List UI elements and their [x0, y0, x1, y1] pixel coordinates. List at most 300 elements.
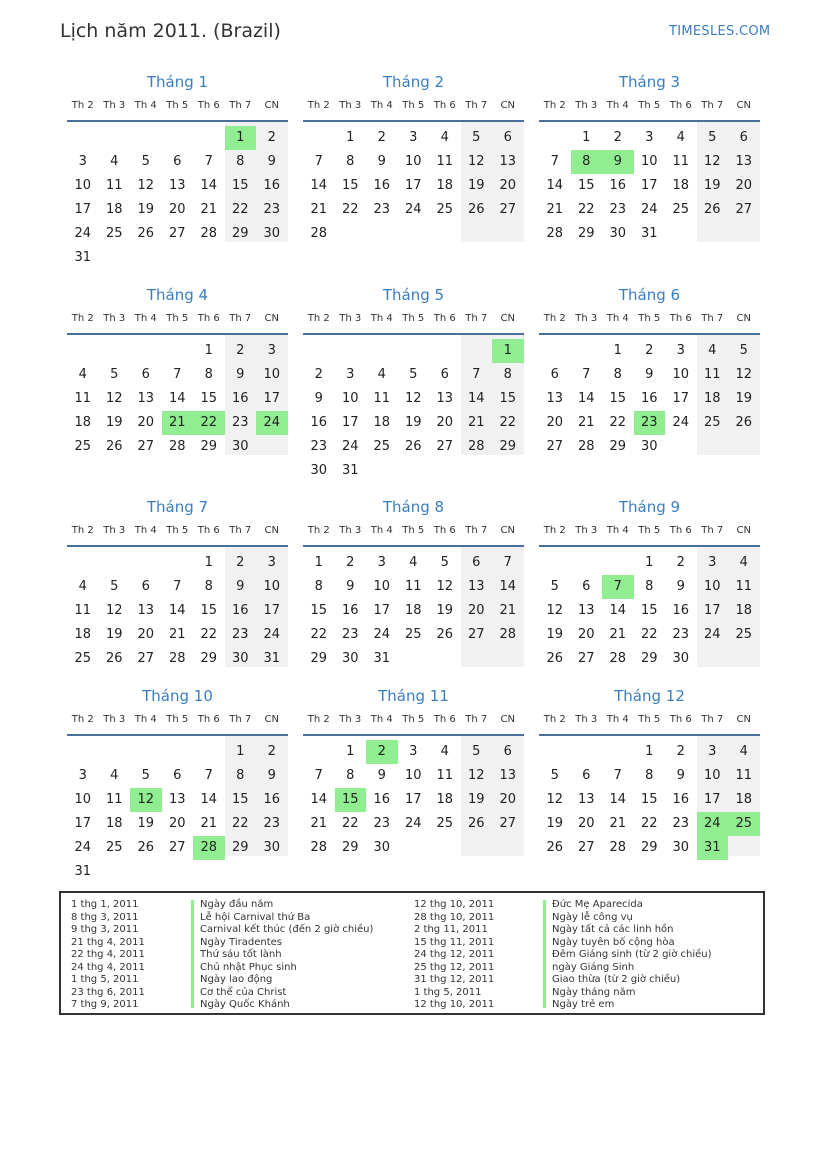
weekday-label: Th 3 [339, 100, 362, 111]
day-cell: 29 [640, 840, 658, 855]
site-brand-link[interactable]: TIMESLES.COM [669, 24, 771, 39]
day-cell: 2 [314, 367, 323, 382]
day-cell: 20 [735, 178, 753, 193]
day-cell: 10 [74, 792, 92, 807]
weekday-label: Th 5 [166, 714, 189, 725]
day-cell: 30 [609, 226, 627, 241]
day-cell: 26 [137, 840, 155, 855]
day-cell: 20 [577, 627, 595, 642]
weekday-label: Th 6 [197, 100, 220, 111]
day-cell: 22 [341, 816, 359, 831]
day-cell: 31 [74, 250, 92, 265]
day-cell: 2 [236, 343, 245, 358]
day-cell: 12 [467, 768, 485, 783]
weekday-label: CN [264, 313, 279, 324]
day-cell: 27 [577, 651, 595, 666]
day-cell: 17 [703, 792, 721, 807]
holiday-day-cell: 24 [697, 812, 729, 836]
day-cell: 2 [267, 744, 276, 759]
day-cell: 19 [546, 816, 564, 831]
day-cell: 18 [74, 415, 92, 430]
day-cell: 24 [672, 415, 690, 430]
weekday-label: Th 3 [575, 100, 598, 111]
day-cell: 1 [346, 744, 355, 759]
weekday-label: CN [736, 714, 751, 725]
day-cell: 6 [739, 130, 748, 145]
day-cell: 23 [341, 627, 359, 642]
day-cell: 5 [110, 367, 119, 382]
day-cell: 18 [436, 792, 454, 807]
legend-date: 1 thg 5, 2011 [414, 986, 482, 998]
day-cell: 11 [74, 391, 92, 406]
legend-date: 12 thg 10, 2011 [414, 899, 495, 910]
weekday-label: CN [500, 525, 515, 536]
day-cell: 25 [74, 651, 92, 666]
day-cell: 14 [200, 792, 218, 807]
day-cell: 17 [373, 603, 391, 618]
holiday-day-cell: 28 [193, 836, 225, 860]
legend-holiday-name: Ngày Tiradentes [200, 936, 282, 948]
day-cell: 25 [105, 840, 123, 855]
day-cell: 26 [546, 840, 564, 855]
day-cell: 29 [577, 226, 595, 241]
day-cell: 4 [739, 744, 748, 759]
day-cell: 4 [739, 555, 748, 570]
month-block [303, 686, 524, 880]
weekday-label: Th 7 [465, 100, 488, 111]
legend-date: 24 thg 4, 2011 [71, 961, 145, 973]
day-cell: 19 [137, 816, 155, 831]
month-block [539, 285, 760, 479]
day-cell: 13 [735, 154, 753, 169]
day-cell: 1 [613, 343, 622, 358]
day-cell: 22 [609, 415, 627, 430]
holiday-day-cell: 1 [492, 339, 524, 363]
weekday-label: CN [500, 714, 515, 725]
day-cell: 26 [137, 226, 155, 241]
day-cell: 10 [404, 154, 422, 169]
holiday-day-cell: 15 [335, 788, 367, 812]
day-cell: 3 [409, 744, 418, 759]
weekday-label: Th 5 [638, 313, 661, 324]
day-cell: 29 [609, 439, 627, 454]
legend-holiday-name: Ngày Quốc Khánh [200, 999, 290, 1010]
day-cell: 23 [263, 202, 281, 217]
day-cell: 30 [341, 651, 359, 666]
holiday-day-cell: 24 [256, 411, 288, 435]
day-cell: 21 [467, 415, 485, 430]
day-cell: 25 [74, 439, 92, 454]
day-cell: 10 [703, 768, 721, 783]
day-cell: 22 [310, 627, 328, 642]
day-cell: 5 [440, 555, 449, 570]
weekday-label: Th 5 [638, 714, 661, 725]
day-cell: 10 [263, 579, 281, 594]
day-cell: 6 [582, 579, 591, 594]
day-cell: 21 [310, 202, 328, 217]
day-cell: 21 [310, 816, 328, 831]
day-cell: 24 [341, 439, 359, 454]
day-cell: 7 [314, 154, 323, 169]
day-cell: 14 [577, 391, 595, 406]
holiday-day-cell: 22 [193, 411, 225, 435]
month-title: Tháng 2 [382, 73, 445, 91]
legend-holiday-name: Carnival kết thúc (đến 2 giờ chiều) [200, 924, 374, 935]
day-cell: 23 [310, 439, 328, 454]
weekday-label: Th 7 [701, 714, 724, 725]
weekday-label: Th 4 [134, 313, 157, 324]
day-cell: 30 [231, 439, 249, 454]
weekday-label: Th 7 [229, 714, 252, 725]
day-cell: 13 [546, 391, 564, 406]
weekday-label: Th 5 [402, 100, 425, 111]
day-cell: 3 [78, 768, 87, 783]
holiday-day-cell: 25 [728, 812, 760, 836]
day-cell: 17 [263, 603, 281, 618]
day-cell: 10 [341, 391, 359, 406]
weekday-label: Th 4 [606, 100, 629, 111]
day-cell: 17 [703, 603, 721, 618]
day-cell: 9 [676, 579, 685, 594]
day-grid [67, 736, 288, 880]
weekday-label: Th 2 [543, 714, 566, 725]
day-cell: 8 [346, 154, 355, 169]
day-cell: 1 [346, 130, 355, 145]
day-cell: 2 [676, 744, 685, 759]
weekday-label: CN [264, 100, 279, 111]
month-block [67, 497, 288, 691]
day-cell: 6 [173, 768, 182, 783]
legend-date: 2 thg 11, 2011 [414, 924, 488, 935]
day-cell: 4 [110, 768, 119, 783]
day-cell: 18 [373, 415, 391, 430]
day-cell: 20 [436, 415, 454, 430]
day-cell: 16 [373, 178, 391, 193]
legend-holiday-name: Ngày tháng năm [552, 986, 636, 998]
day-cell: 28 [200, 226, 218, 241]
day-cell: 10 [640, 154, 658, 169]
day-cell: 24 [703, 627, 721, 642]
day-cell: 27 [735, 202, 753, 217]
weekday-label: Th 4 [370, 525, 393, 536]
day-cell: 26 [436, 627, 454, 642]
day-cell: 13 [168, 792, 186, 807]
day-cell: 31 [74, 864, 92, 879]
day-cell: 3 [645, 130, 654, 145]
day-cell: 20 [168, 816, 186, 831]
day-cell: 4 [409, 555, 418, 570]
day-cell: 17 [640, 178, 658, 193]
month-block [303, 72, 524, 266]
holiday-day-cell: 2 [366, 740, 398, 764]
month-block [539, 72, 760, 266]
weekday-label: Th 2 [71, 313, 94, 324]
day-cell: 8 [236, 154, 245, 169]
day-cell: 13 [467, 579, 485, 594]
day-cell: 24 [74, 840, 92, 855]
day-cell: 21 [609, 816, 627, 831]
month-title: Tháng 9 [618, 498, 681, 516]
day-cell: 5 [708, 130, 717, 145]
day-cell: 15 [640, 603, 658, 618]
day-cell: 30 [672, 651, 690, 666]
weekday-label: Th 6 [433, 714, 456, 725]
holiday-legend [59, 891, 765, 1015]
day-cell: 8 [204, 367, 213, 382]
day-cell: 8 [314, 579, 323, 594]
day-cell: 11 [74, 603, 92, 618]
day-cell: 6 [472, 555, 481, 570]
day-cell: 3 [676, 343, 685, 358]
day-cell: 7 [582, 367, 591, 382]
legend-date: 23 thg 6, 2011 [71, 986, 145, 998]
day-cell: 3 [267, 343, 276, 358]
day-cell: 11 [735, 768, 753, 783]
day-cell: 14 [310, 178, 328, 193]
day-cell: 19 [467, 178, 485, 193]
day-cell: 27 [499, 816, 517, 831]
day-cell: 14 [609, 792, 627, 807]
day-cell: 19 [467, 792, 485, 807]
day-cell: 12 [467, 154, 485, 169]
weekday-label: Th 5 [166, 313, 189, 324]
day-cell: 9 [377, 154, 386, 169]
weekday-label: Th 5 [402, 525, 425, 536]
day-cell: 31 [263, 651, 281, 666]
legend-date: 12 thg 10, 2011 [414, 999, 495, 1010]
weekday-header [67, 710, 288, 736]
day-cell: 27 [137, 651, 155, 666]
weekday-label: CN [736, 100, 751, 111]
day-cell: 8 [645, 768, 654, 783]
day-grid [67, 122, 288, 266]
day-cell: 15 [200, 391, 218, 406]
day-cell: 17 [404, 178, 422, 193]
day-cell: 5 [409, 367, 418, 382]
day-cell: 8 [236, 768, 245, 783]
page-title: Lịch năm 2011. (Brazil) [60, 20, 281, 42]
day-cell: 1 [204, 555, 213, 570]
day-cell: 27 [168, 840, 186, 855]
legend-date: 21 thg 4, 2011 [71, 936, 145, 948]
day-cell: 5 [472, 130, 481, 145]
day-cell: 28 [310, 840, 328, 855]
day-cell: 25 [373, 439, 391, 454]
day-cell: 12 [105, 391, 123, 406]
month-title: Tháng 7 [146, 498, 209, 516]
day-cell: 29 [200, 651, 218, 666]
day-cell: 1 [645, 744, 654, 759]
weekday-label: Th 4 [606, 313, 629, 324]
day-cell: 22 [200, 627, 218, 642]
day-cell: 4 [676, 130, 685, 145]
day-cell: 9 [676, 768, 685, 783]
day-grid [67, 547, 288, 691]
legend-date: 24 thg 12, 2011 [414, 949, 495, 960]
day-cell: 13 [168, 178, 186, 193]
weekday-label: CN [736, 525, 751, 536]
day-cell: 18 [672, 178, 690, 193]
day-grid [539, 736, 760, 880]
weekday-label: Th 6 [669, 525, 692, 536]
month-block [67, 72, 288, 266]
legend-holiday-name: ngày Giáng Sinh [552, 961, 635, 973]
day-cell: 9 [236, 367, 245, 382]
day-cell: 15 [609, 391, 627, 406]
legend-holiday-name: Ngày đầu năm [200, 899, 274, 910]
day-cell: 31 [341, 463, 359, 478]
day-cell: 20 [168, 202, 186, 217]
day-cell: 5 [472, 744, 481, 759]
day-cell: 19 [546, 627, 564, 642]
day-cell: 24 [404, 816, 422, 831]
day-cell: 2 [346, 555, 355, 570]
day-cell: 19 [436, 603, 454, 618]
month-title: Tháng 11 [378, 687, 449, 705]
legend-holiday-name: Chủ nhật Phục sinh [200, 961, 297, 973]
day-cell: 19 [105, 627, 123, 642]
day-cell: 18 [735, 792, 753, 807]
day-cell: 4 [440, 130, 449, 145]
day-cell: 15 [577, 178, 595, 193]
weekday-label: Th 3 [339, 525, 362, 536]
legend-holiday-name: Giao thừa (từ 2 giờ chiều) [552, 974, 681, 985]
legend-left-marker [191, 900, 194, 1008]
day-cell: 12 [137, 178, 155, 193]
day-cell: 9 [267, 154, 276, 169]
day-cell: 9 [314, 391, 323, 406]
legend-date: 9 thg 3, 2011 [71, 924, 139, 935]
day-grid [303, 335, 524, 479]
day-cell: 21 [200, 816, 218, 831]
weekday-label: Th 7 [465, 714, 488, 725]
day-cell: 3 [346, 367, 355, 382]
holiday-day-cell: 23 [634, 411, 666, 435]
day-cell: 6 [503, 744, 512, 759]
day-cell: 12 [703, 154, 721, 169]
day-cell: 10 [703, 579, 721, 594]
day-cell: 21 [609, 627, 627, 642]
day-cell: 22 [577, 202, 595, 217]
legend-date: 1 thg 5, 2011 [71, 974, 139, 985]
month-block [67, 285, 288, 479]
day-cell: 5 [141, 154, 150, 169]
day-cell: 11 [735, 579, 753, 594]
weekday-label: Th 7 [701, 100, 724, 111]
day-cell: 3 [78, 154, 87, 169]
weekday-label: Th 6 [433, 313, 456, 324]
day-cell: 20 [137, 415, 155, 430]
day-cell: 29 [231, 840, 249, 855]
day-cell: 20 [499, 178, 517, 193]
day-cell: 13 [577, 792, 595, 807]
day-cell: 2 [645, 343, 654, 358]
weekday-label: Th 6 [197, 313, 220, 324]
day-cell: 25 [404, 627, 422, 642]
legend-holiday-name: Ngày tất cả các linh hồn [552, 924, 674, 935]
day-cell: 20 [499, 792, 517, 807]
day-cell: 5 [550, 768, 559, 783]
legend-right-names [552, 899, 712, 1012]
weekday-label: Th 2 [71, 714, 94, 725]
weekday-label: Th 2 [307, 714, 330, 725]
day-cell: 11 [703, 367, 721, 382]
weekday-label: Th 7 [701, 313, 724, 324]
day-cell: 4 [377, 367, 386, 382]
month-block [303, 285, 524, 479]
day-cell: 27 [546, 439, 564, 454]
day-cell: 22 [499, 415, 517, 430]
holiday-day-cell: 9 [602, 150, 634, 174]
legend-right-dates [414, 899, 494, 1012]
month-title: Tháng 6 [618, 286, 681, 304]
day-cell: 23 [373, 202, 391, 217]
day-cell: 7 [173, 579, 182, 594]
day-cell: 20 [137, 627, 155, 642]
day-cell: 13 [137, 391, 155, 406]
legend-holiday-name: Ngày lao động [200, 974, 273, 985]
weekday-label: Th 5 [166, 100, 189, 111]
weekday-label: Th 2 [307, 313, 330, 324]
legend-date: 1 thg 1, 2011 [71, 899, 139, 910]
day-cell: 10 [74, 178, 92, 193]
holiday-day-cell: 7 [602, 575, 634, 599]
legend-holiday-name: Ngày trẻ em [552, 999, 615, 1010]
day-cell: 27 [436, 439, 454, 454]
day-cell: 6 [141, 579, 150, 594]
day-cell: 30 [263, 840, 281, 855]
day-cell: 7 [613, 768, 622, 783]
day-cell: 16 [672, 792, 690, 807]
month-title: Tháng 10 [142, 687, 213, 705]
day-cell: 27 [137, 439, 155, 454]
day-cell: 19 [137, 202, 155, 217]
day-cell: 19 [735, 391, 753, 406]
day-cell: 22 [341, 202, 359, 217]
day-cell: 5 [739, 343, 748, 358]
weekday-label: Th 3 [339, 714, 362, 725]
month-block [303, 497, 524, 691]
weekday-label: Th 6 [669, 714, 692, 725]
day-grid [303, 122, 524, 266]
day-cell: 26 [546, 651, 564, 666]
day-cell: 24 [373, 627, 391, 642]
weekday-label: CN [500, 313, 515, 324]
day-cell: 4 [440, 744, 449, 759]
day-cell: 11 [105, 178, 123, 193]
day-cell: 29 [640, 651, 658, 666]
day-cell: 13 [499, 768, 517, 783]
day-cell: 19 [703, 178, 721, 193]
day-cell: 18 [436, 178, 454, 193]
month-title: Tháng 1 [146, 73, 209, 91]
day-cell: 30 [672, 840, 690, 855]
day-cell: 27 [467, 627, 485, 642]
weekday-label: Th 3 [103, 525, 126, 536]
weekday-label: Th 6 [669, 100, 692, 111]
day-cell: 29 [310, 651, 328, 666]
day-cell: 7 [204, 154, 213, 169]
weekday-label: Th 4 [134, 714, 157, 725]
day-cell: 15 [200, 603, 218, 618]
day-cell: 9 [377, 768, 386, 783]
weekday-label: Th 3 [575, 525, 598, 536]
day-cell: 13 [499, 154, 517, 169]
day-cell: 28 [168, 439, 186, 454]
day-cell: 6 [173, 154, 182, 169]
day-cell: 26 [467, 202, 485, 217]
day-cell: 20 [467, 603, 485, 618]
